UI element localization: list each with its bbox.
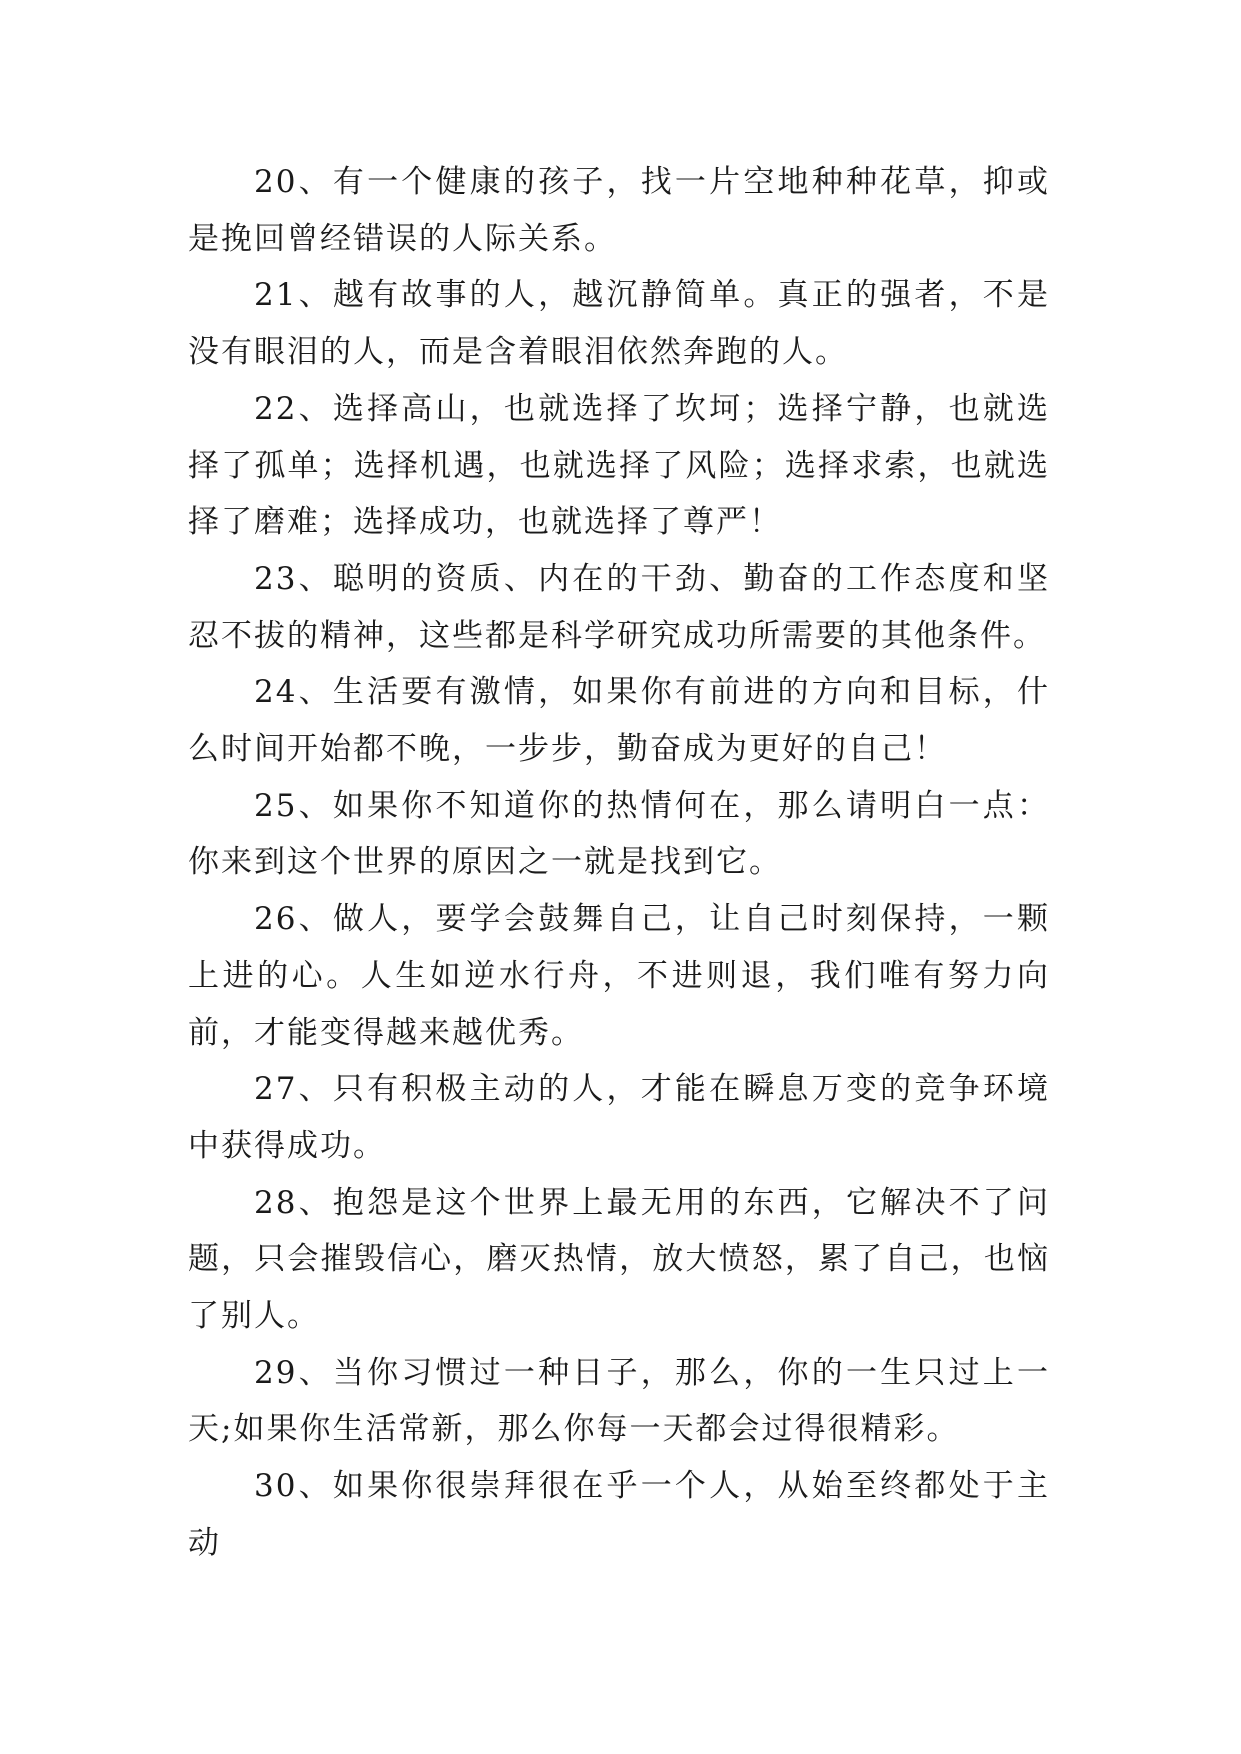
paragraph-29: 29、当你习惯过一种日子，那么，你的一生只过上一天;如果你生活常新，那么你每一天都会过得很精彩。	[188, 1354, 1050, 1448]
paragraph-27: 27、只有积极主动的人，才能在瞬息万变的竞争环境中获得成功。	[188, 1071, 1050, 1164]
paragraph-30: 30、如果你很崇拜很在乎一个人，从始至终都处于主动	[188, 1468, 1050, 1561]
paragraph-28: 28、抱怨是这个世界上最无用的东西，它解决不了问题，只会摧毁信心，磨灭热情，放大愤怒，累了自己，也恼了别人。	[188, 1184, 1050, 1335]
paragraph-20: 20、有一个健康的孩子，找一片空地种种花草，抑或是挽回曾经错误的人际关系。	[188, 164, 1050, 257]
paragraph-21: 21、越有故事的人，越沉静简单。真正的强者，不是没有眼泪的人，而是含着眼泪依然奔跑的人。	[188, 277, 1050, 371]
paragraph-22: 22、选择高山，也就选择了坎坷；选择宁静，也就选择了孤单；选择机遇，也就选择了风险；选择求索，也就选择了磨难；选择成功，也就选择了尊严！	[188, 390, 1050, 541]
paragraph-25: 25、如果你不知道你的热情何在，那么请明白一点：你来到这个世界的原因之一就是找到它。	[188, 787, 1050, 881]
paragraph-26: 26、做人，要学会鼓舞自己，让自己时刻保持，一颗上进的心。人生如逆水行舟，不进则退，我们唯有努力向前，才能变得越来越优秀。	[188, 901, 1050, 1051]
paragraph-24: 24、生活要有激情，如果你有前进的方向和目标，什么时间开始都不晚，一步步，勤奋成为更好的自己！	[188, 674, 1050, 768]
document-body	[188, 154, 1050, 1572]
paragraph-23: 23、聪明的资质、内在的干劲、勤奋的工作态度和坚忍不拔的精神，这些都是科学研究成功所需要的其他条件。	[188, 560, 1050, 654]
